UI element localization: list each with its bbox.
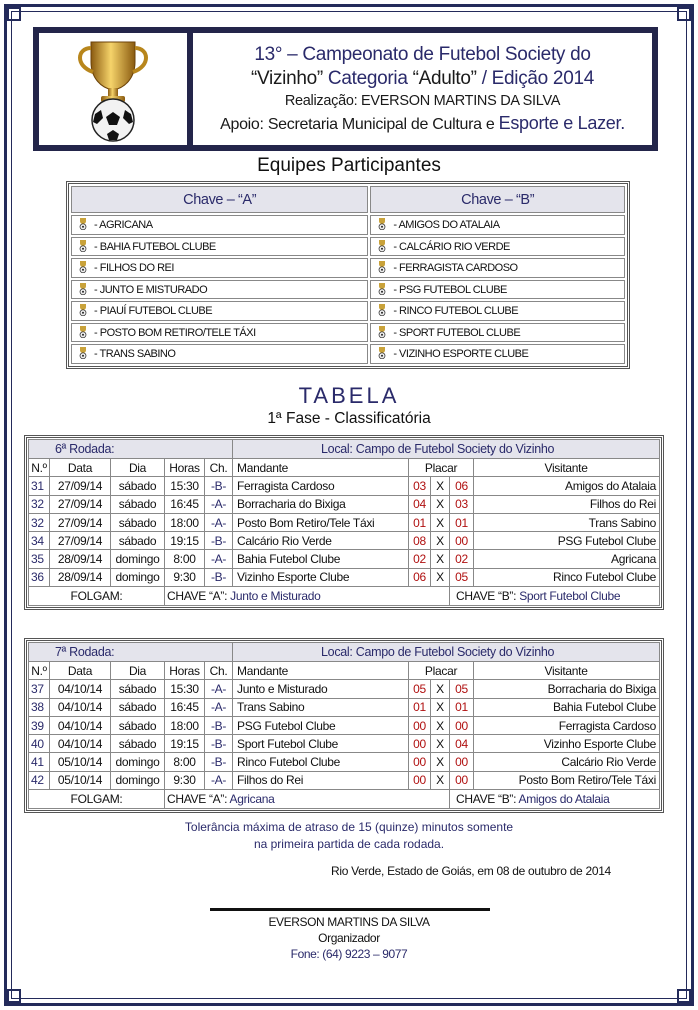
team-cell-b: - PSG FUTEBOL CLUBE <box>370 280 625 300</box>
match-time: 15:30 <box>165 680 205 698</box>
team-cell-a: - TRANS SABINO <box>71 344 368 364</box>
folga-team-a: Junto e Misturado <box>230 589 321 604</box>
match-number: 36 <box>29 568 50 586</box>
match-date: 28/09/14 <box>50 550 111 568</box>
trophy-mini-icon <box>377 347 387 359</box>
match-number: 39 <box>29 716 50 734</box>
match-day: sábado <box>111 513 165 531</box>
away-score: 06 <box>450 477 474 495</box>
team-cell-a: - AGRICANA <box>71 215 368 235</box>
score-separator: X <box>431 716 450 734</box>
score-separator: X <box>431 735 450 753</box>
col-mandante: Mandante <box>233 459 409 477</box>
match-number: 41 <box>29 753 50 771</box>
away-score: 01 <box>450 698 474 716</box>
match-number: 42 <box>29 771 50 789</box>
team-cell-b: - AMIGOS DO ATALAIA <box>370 215 625 235</box>
match-row <box>29 550 660 568</box>
trophy-mini-icon <box>78 326 88 338</box>
team-cell-a: - FILHOS DO REI <box>71 258 368 278</box>
score-separator: X <box>431 680 450 698</box>
col-placar: Placar <box>409 662 474 680</box>
trophy-mini-icon <box>78 261 88 273</box>
home-team: Sport Futebol Clube <box>233 735 409 753</box>
col-visitante: Visitante <box>474 662 660 680</box>
match-day: domingo <box>111 568 165 586</box>
folga-label: FOLGAM: <box>29 587 165 606</box>
match-time: 15:30 <box>165 477 205 495</box>
match-row <box>29 680 660 698</box>
logo <box>39 33 187 145</box>
match-date: 27/09/14 <box>50 532 111 550</box>
trophy-mini-icon <box>377 304 387 316</box>
home-score: 08 <box>409 532 431 550</box>
team-name: PSG FUTEBOL CLUBE <box>399 283 507 296</box>
home-team: Borracharia do Bixiga <box>233 495 409 513</box>
col-visitante: Visitante <box>474 459 660 477</box>
team-cell-b: - FERRAGISTA CARDOSO <box>370 258 625 278</box>
trophy-mini-icon <box>78 304 88 316</box>
col-dia: Dia <box>111 459 165 477</box>
team-name: BAHIA FUTEBOL CLUBE <box>99 240 216 253</box>
match-row <box>29 698 660 716</box>
round-header <box>29 440 660 459</box>
folga-team-a: Agricana <box>229 792 275 807</box>
match-day: domingo <box>111 550 165 568</box>
away-team: Trans Sabino <box>474 513 660 531</box>
tolerance-note-line-2: na primeira partida de cada rodada. <box>253 837 445 851</box>
folga-row <box>29 790 660 809</box>
home-team: Calcário Rio Verde <box>233 532 409 550</box>
match-date: 27/09/14 <box>50 513 111 531</box>
round-local: Local: Campo de Futebol Society do Vizinho <box>233 643 660 662</box>
away-team: Filhos do Rei <box>474 495 660 513</box>
title-line-2: “Vizinho” Categoria “Adulto” / Edição 2014 <box>251 67 594 89</box>
score-separator: X <box>431 753 450 771</box>
score-separator: X <box>431 698 450 716</box>
match-row <box>29 532 660 550</box>
home-score: 05 <box>409 680 431 698</box>
match-chave: -B- <box>205 753 233 771</box>
match-number: 40 <box>29 735 50 753</box>
home-team: Filhos do Rei <box>233 771 409 789</box>
team-row <box>71 344 625 364</box>
match-day: sábado <box>111 698 165 716</box>
score-separator: X <box>431 532 450 550</box>
round-table <box>24 435 664 610</box>
team-cell-b: - VIZINHO ESPORTE CLUBE <box>370 344 625 364</box>
match-row <box>29 735 660 753</box>
col-ch: Ch. <box>205 662 233 680</box>
match-date: 04/10/14 <box>50 680 111 698</box>
away-team: Borracharia do Bixiga <box>474 680 660 698</box>
trophy-mini-icon <box>377 218 387 230</box>
match-time: 19:15 <box>165 532 205 550</box>
chave-a-header: Chave – “A” <box>71 186 368 213</box>
match-time: 9:30 <box>165 771 205 789</box>
away-score: 05 <box>450 680 474 698</box>
match-row <box>29 477 660 495</box>
folga-label: FOLGAM: <box>29 790 165 809</box>
team-row <box>71 301 625 321</box>
match-chave: -B- <box>205 568 233 586</box>
score-separator: X <box>431 513 450 531</box>
score-separator: X <box>431 477 450 495</box>
match-date: 27/09/14 <box>50 495 111 513</box>
match-day: sábado <box>111 716 165 734</box>
away-score: 04 <box>450 735 474 753</box>
folga-row <box>29 587 660 606</box>
match-date: 04/10/14 <box>50 735 111 753</box>
match-day: domingo <box>111 771 165 789</box>
away-team: Bahia Futebol Clube <box>474 698 660 716</box>
match-number: 31 <box>29 477 50 495</box>
away-team: Posto Bom Retiro/Tele Táxi <box>474 771 660 789</box>
away-team: PSG Futebol Clube <box>474 532 660 550</box>
teams-heading: Equipes Participantes <box>257 155 441 176</box>
away-team: Ferragista Cardoso <box>474 716 660 734</box>
team-name: FERRAGISTA CARDOSO <box>399 262 518 275</box>
match-day: sábado <box>111 477 165 495</box>
signature-phone: Fone: (64) 9223 – 9077 <box>290 947 408 961</box>
match-date: 05/10/14 <box>50 771 111 789</box>
team-cell-b: - CALCÁRIO RIO VERDE <box>370 237 625 257</box>
team-cell-a: - PIAUÍ FUTEBOL CLUBE <box>71 301 368 321</box>
away-score: 02 <box>450 550 474 568</box>
col-dia: Dia <box>111 662 165 680</box>
title-line-1: 13° – Campeonato de Futebol Society do <box>254 43 591 65</box>
match-date: 05/10/14 <box>50 753 111 771</box>
team-name: SPORT FUTEBOL CLUBE <box>399 326 521 339</box>
col-ch: Ch. <box>205 459 233 477</box>
col-num: N.º <box>29 662 50 680</box>
match-number: 38 <box>29 698 50 716</box>
match-chave: -A- <box>205 698 233 716</box>
match-date: 04/10/14 <box>50 716 111 734</box>
match-date: 28/09/14 <box>50 568 111 586</box>
team-row <box>71 237 625 257</box>
trophy-mini-icon <box>78 218 88 230</box>
match-time: 9:30 <box>165 568 205 586</box>
team-cell-b: - SPORT FUTEBOL CLUBE <box>370 323 625 343</box>
home-team: Posto Bom Retiro/Tele Táxi <box>233 513 409 531</box>
round-title: 7ª Rodada: <box>29 643 233 662</box>
realizacao-line: Realização: EVERSON MARTINS DA SILVA <box>284 92 561 109</box>
team-cell-a: - POSTO BOM RETIRO/TELE TÁXI <box>71 323 368 343</box>
trophy-mini-icon <box>78 283 88 295</box>
folga-chave-b: CHAVE “B”: Sport Futebol Clube <box>450 587 660 606</box>
home-team: Rinco Futebol Clube <box>233 753 409 771</box>
team-name: JUNTO E MISTURADO <box>99 283 208 296</box>
match-number: 35 <box>29 550 50 568</box>
home-team: PSG Futebol Clube <box>233 716 409 734</box>
home-score: 00 <box>409 753 431 771</box>
match-date: 04/10/14 <box>50 698 111 716</box>
signature-name: EVERSON MARTINS DA SILVA <box>268 915 430 929</box>
trophy-mini-icon <box>78 240 88 252</box>
match-time: 19:15 <box>165 735 205 753</box>
away-team: Amigos do Atalaia <box>474 477 660 495</box>
score-separator: X <box>431 568 450 586</box>
home-score: 01 <box>409 698 431 716</box>
team-cell-b: - RINCO FUTEBOL CLUBE <box>370 301 625 321</box>
col-horas: Horas <box>165 662 205 680</box>
team-name: POSTO BOM RETIRO/TELE TÁXI <box>99 326 256 339</box>
match-row <box>29 568 660 586</box>
team-name: FILHOS DO REI <box>99 262 174 275</box>
team-row <box>71 215 625 235</box>
match-chave: -B- <box>205 477 233 495</box>
away-score: 03 <box>450 495 474 513</box>
match-time: 16:45 <box>165 495 205 513</box>
chave-b-header: Chave – “B” <box>370 186 625 213</box>
folga-chave-a: CHAVE “A”: Junto e Misturado <box>165 587 450 606</box>
round-local: Local: Campo de Futebol Society do Vizinho <box>233 440 660 459</box>
home-score: 02 <box>409 550 431 568</box>
away-team: Agricana <box>474 550 660 568</box>
match-day: domingo <box>111 753 165 771</box>
home-score: 01 <box>409 513 431 531</box>
team-cell-a: - BAHIA FUTEBOL CLUBE <box>71 237 368 257</box>
away-score: 00 <box>450 532 474 550</box>
col-horas: Horas <box>165 459 205 477</box>
match-time: 16:45 <box>165 698 205 716</box>
trophy-mini-icon <box>78 347 88 359</box>
signature-line <box>210 908 490 911</box>
match-row <box>29 716 660 734</box>
column-headers <box>29 459 660 477</box>
tolerance-note-line-1: Tolerância máxima de atraso de 15 (quinze) minutos somente <box>184 820 514 834</box>
match-number: 34 <box>29 532 50 550</box>
team-name: AGRICANA <box>99 219 153 232</box>
match-row <box>29 753 660 771</box>
home-team: Bahia Futebol Clube <box>233 550 409 568</box>
col-num: N.º <box>29 459 50 477</box>
team-name: VIZINHO ESPORTE CLUBE <box>399 348 529 361</box>
match-date: 27/09/14 <box>50 477 111 495</box>
match-chave: -A- <box>205 680 233 698</box>
round-table <box>24 638 664 813</box>
home-score: 00 <box>409 716 431 734</box>
trophy-mini-icon <box>377 326 387 338</box>
match-day: sábado <box>111 735 165 753</box>
away-score: 00 <box>450 753 474 771</box>
tabela-heading: TABELA <box>298 383 400 408</box>
match-number: 32 <box>29 495 50 513</box>
trophy-mini-icon <box>377 283 387 295</box>
away-score: 00 <box>450 716 474 734</box>
match-day: sábado <box>111 532 165 550</box>
home-team: Trans Sabino <box>233 698 409 716</box>
col-placar: Placar <box>409 459 474 477</box>
col-mandante: Mandante <box>233 662 409 680</box>
header-banner <box>33 27 658 151</box>
place-date: Rio Verde, Estado de Goiás, em 08 de outubro de 2014 <box>331 864 611 878</box>
team-name: RINCO FUTEBOL CLUBE <box>399 305 519 318</box>
team-name: PIAUÍ FUTEBOL CLUBE <box>99 305 213 318</box>
away-score: 01 <box>450 513 474 531</box>
team-row <box>71 280 625 300</box>
folga-team-b: Sport Futebol Clube <box>519 589 621 604</box>
home-team: Junto e Misturado <box>233 680 409 698</box>
col-data: Data <box>50 459 111 477</box>
score-separator: X <box>431 771 450 789</box>
match-row <box>29 495 660 513</box>
home-team: Ferragista Cardoso <box>233 477 409 495</box>
team-cell-a: - JUNTO E MISTURADO <box>71 280 368 300</box>
team-name: CALCÁRIO RIO VERDE <box>399 240 510 253</box>
match-time: 8:00 <box>165 550 205 568</box>
match-chave: -A- <box>205 513 233 531</box>
match-time: 18:00 <box>165 513 205 531</box>
match-chave: -B- <box>205 716 233 734</box>
away-score: 00 <box>450 771 474 789</box>
home-score: 00 <box>409 771 431 789</box>
score-separator: X <box>431 495 450 513</box>
match-chave: -B- <box>205 532 233 550</box>
trophy-mini-icon <box>377 240 387 252</box>
match-row <box>29 771 660 789</box>
home-score: 06 <box>409 568 431 586</box>
away-team: Vizinho Esporte Clube <box>474 735 660 753</box>
score-separator: X <box>431 550 450 568</box>
home-score: 00 <box>409 735 431 753</box>
match-time: 18:00 <box>165 716 205 734</box>
match-chave: -A- <box>205 771 233 789</box>
fase-heading: 1ª Fase - Classificatória <box>267 410 431 427</box>
column-headers <box>29 662 660 680</box>
folga-chave-a: CHAVE “A”: Agricana <box>165 790 450 809</box>
apoio-line: Apoio: Secretaria Municipal de Cultura e Esporte e Lazer. <box>220 112 625 133</box>
team-row <box>71 323 625 343</box>
round-title: 6ª Rodada: <box>29 440 233 459</box>
match-chave: -A- <box>205 495 233 513</box>
col-data: Data <box>50 662 111 680</box>
match-row <box>29 513 660 531</box>
teams-table <box>66 181 630 369</box>
home-team: Vizinho Esporte Clube <box>233 568 409 586</box>
match-number: 37 <box>29 680 50 698</box>
folga-chave-b: CHAVE “B”: Amigos do Atalaia <box>450 790 660 809</box>
signature-role: Organizador <box>318 931 380 945</box>
match-chave: -B- <box>205 735 233 753</box>
championship-title <box>193 33 652 145</box>
away-score: 05 <box>450 568 474 586</box>
match-time: 8:00 <box>165 753 205 771</box>
round-header <box>29 643 660 662</box>
trophy-mini-icon <box>377 261 387 273</box>
away-team: Rinco Futebol Clube <box>474 568 660 586</box>
trophy-ball-icon <box>63 36 163 142</box>
team-name: TRANS SABINO <box>99 348 176 361</box>
match-chave: -A- <box>205 550 233 568</box>
match-day: sábado <box>111 495 165 513</box>
home-score: 03 <box>409 477 431 495</box>
team-name: AMIGOS DO ATALAIA <box>398 219 500 232</box>
team-row <box>71 258 625 278</box>
match-day: sábado <box>111 680 165 698</box>
match-number: 32 <box>29 513 50 531</box>
folga-team-b: Amigos do Atalaia <box>518 792 610 807</box>
home-score: 04 <box>409 495 431 513</box>
away-team: Calcário Rio Verde <box>474 753 660 771</box>
